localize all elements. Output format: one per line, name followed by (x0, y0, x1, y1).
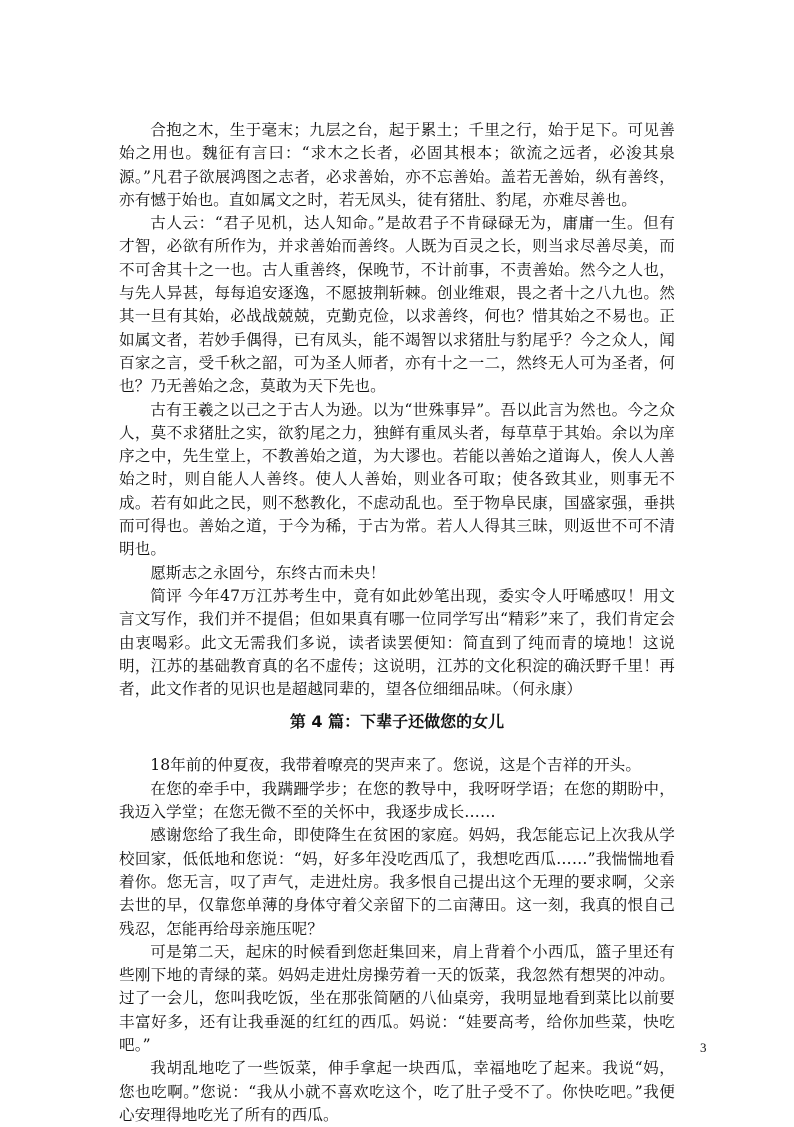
essay-4 (119, 754, 675, 1127)
commentary-paragraph: 简评 今年47万江苏考生中，竟有如此妙笔出现，委实令人吁唏感叹！用文言文写作，我们并不提倡；但如果真有哪一位同学写出“精彩”来了，我们肯定会由衷喝彩。此文无需我们多说，读者读罢便知：简直到了纯而青的境地！这说明，江苏的基础教育真的名不虚传；这说明，江苏的文化积淀的确沃野千里！再者，此文作者的见识也是超越同辈的，望各位细细品味。（何永康） (119, 586, 675, 699)
essay-title: 第 4 篇：下辈子还做您的女儿 (289, 712, 505, 732)
paragraph: 在您的牵手中，我蹒跚学步；在您的教导中，我呀呀学语；在您的期盼中，我迈入学堂；在您无微不至的关怀中，我逐步成长…… (119, 779, 675, 822)
paragraph: 我胡乱地吃了一些饭菜，伸手拿起一块西瓜，幸福地吃了起来。我说“妈，您也吃啊。”您说：“我从小就不喜欢吃这个，吃了肚子受不了。你快吃吧。”我便心安理得地吃光了所有的西瓜。 (119, 1059, 675, 1124)
page-number: 3 (700, 1040, 707, 1055)
paragraph: 合抱之木，生于毫末；九层之台，起于累土；千里之行，始于足下。可见善始之用也。魏征有言曰：“求木之长者，必固其根本；欲流之远者，必浚其泉源。”凡君子欲展鸿图之志者，必求善始，亦不忘善始。盖若无善始，纵有善终，亦有憾于始也。直如属文之时，若无凤头，徒有猪肚、豹尾，亦难尽善也。 (119, 121, 675, 209)
paragraph: 感谢您给了我生命，即使降生在贫困的家庭。妈妈，我怎能忘记上次我从学校回家，低低地和您说：“妈，好多年没吃西瓜了，我想吃西瓜……”我惴惴地看着你。您无言，叹了声气，走进灶房。我多恨自己提出这个无理的要求啊，父亲去世的早，仅靠您单薄的身体守着父亲留下的二亩薄田。这一刻，我真的恨自己残忍，怎能再给母亲施压呢？ (119, 826, 675, 938)
paragraph: 18年前的仲夏夜，我带着嘹亮的哭声来了。您说，这是个吉祥的开头。 (150, 756, 642, 775)
document-body (119, 119, 675, 1127)
paragraph: 愿斯志之永固兮，东终古而未央！ (150, 563, 386, 582)
paragraph: 古有王羲之以己之于古人为逊。以为“世殊事异”。吾以此言为然也。今之众人，莫不求猪肚之实，欲豹尾之力，独鲜有重凤头者，每草草于其始。余以为庠序之中，先生堂上，不教善始之道，为大谬也。若能以善始之道诲人，俟人人善始之时，则自能人人善终。使人人善始，则业各可取；使各致其业，则事无不成。若有如此之民，则不愁教化，不虑动乱也。至于物阜民康，国盛家强，垂拱而可得也。善始之道，于今为稀，于古为常。若人人得其三昧，则返世不可不清明也。 (119, 400, 675, 559)
paragraph: 古人云：“君子见机，达人知命。”是故君子不肯碌碌无为，庸庸一生。但有才智，必欲有所作为，并求善始而善终。人既为百灵之长，则当求尽善尽美，而不可舍其十之一也。古人重善终，保晚节，不计前事，不责善始。然今之人也，与先人异甚，每每追安逐逸，不愿披荆斩棘。创业维艰，畏之者十之八九也。然其一旦有其始，必战战兢兢，克勤克俭，以求善终，何也？惜其始之不易也。正如属文者，若妙手偶得，已有凤头，能不竭智以求猪肚与豹尾乎？今之众人，闻百家之言，受千秋之韶，可为圣人师者，亦有十之一二，然终无人可为圣者，何也？乃无善始之念，莫敢为天下先也。 (119, 214, 675, 396)
paragraph: 可是第二天，起床的时候看到您赶集回来，肩上背着个小西瓜，篮子里还有些刚下地的青绿的菜。妈妈走进灶房操劳着一天的饭菜，我忽然有想哭的冲动。过了一会儿，您叫我吃饭，坐在那张简陋的八仙桌旁，我明显地看到菜比以前要丰富好多，还有让我垂涎的红红的西瓜。妈说：“娃要高考，给你加些菜，快吃吧。” (119, 942, 675, 1054)
essay-3 (119, 119, 675, 701)
